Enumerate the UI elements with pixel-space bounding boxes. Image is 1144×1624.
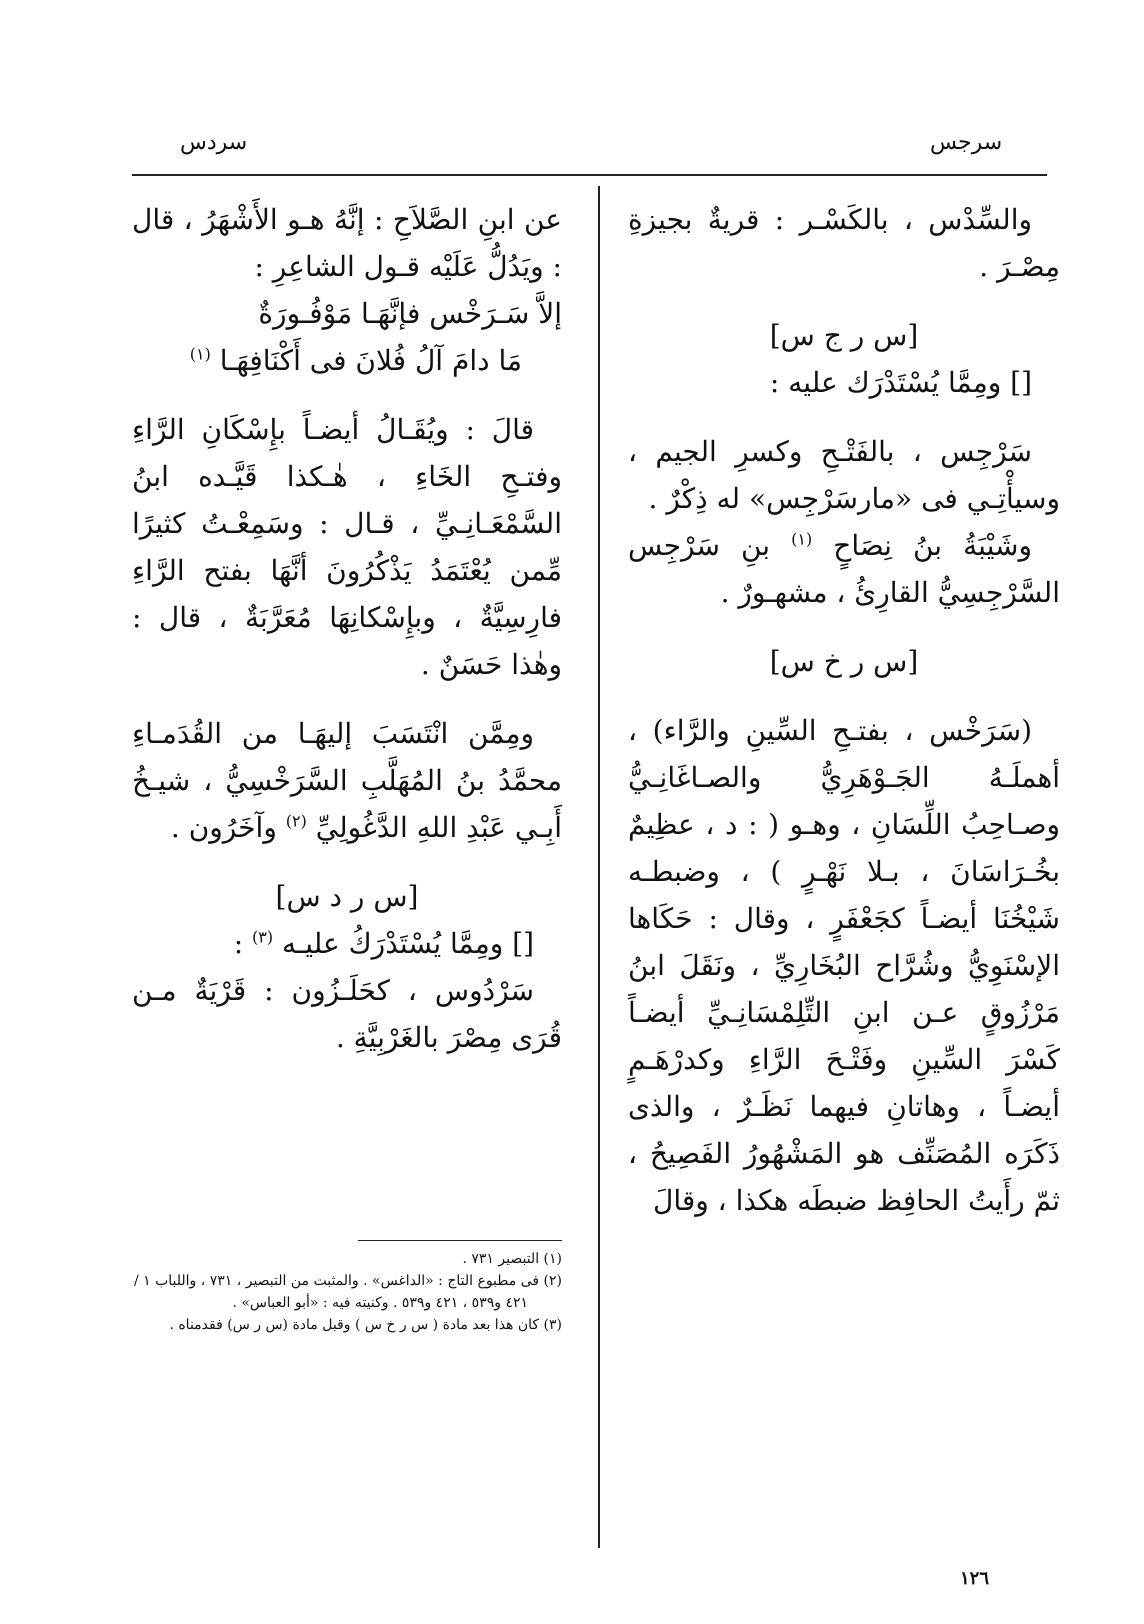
footnote-1: (١) التبصير ٧٣١ . [462, 1251, 562, 1267]
right-column [628, 196, 1060, 1224]
footnote-rule [358, 1240, 562, 1241]
mustadrak-2-text-b: : [233, 927, 244, 960]
footnote-ref-1b: (١) [189, 344, 211, 364]
paragraph-shayba [628, 522, 1060, 616]
footnote-3: (٣) كان هذا بعد مادة ( س ر خ س ) وقبل مادة (س ر س) فقدمناه . [169, 1317, 562, 1333]
verse-line-2-text: مَا دامَ آلُ فُلانَ فى أَكْنَافِهَـا [219, 344, 522, 377]
entry-heading-srds: [س ر د س] [275, 880, 419, 913]
left-column [132, 196, 562, 1061]
paragraph-mustadrak: [] ومِمَّا يُسْتَدْرَك عليه : [769, 366, 1032, 399]
paragraph-ibn-salah: عن ابنِ الصَّلاَحِ : إنَّهُ هـو الأَشْهَرُ ، قال : ويَدُلُّ عَلَيْه قـول الشاعِرِ : [132, 203, 562, 283]
verse-line-2 [132, 337, 562, 384]
paragraph-intasaba [132, 710, 562, 851]
footnote-ref-1: (١) [791, 529, 813, 549]
running-header-left: سردس [180, 130, 248, 155]
paragraph-sarjis: سَرْجِس ، بالفَتْـحِ وكسرِ الجيم ، وسيأْتِـي فى «مارسَرْجِس» له ذِكْرٌ . [628, 435, 1060, 515]
intasaba-text-b: وآخَرُون . [170, 811, 277, 844]
mustadrak-2-text-a: [] ومِمَّا يُسْتَدْرَكُ عليـه [282, 927, 534, 960]
paragraph-sarakhs: (سَرَخْس ، بفتـحِ السِّينِ والرَّاء) ، أهملَـهُ الجَـوْهَرِيُّ والصـاغَانِـيُّ وصـاحِبُ اللِّسَانِ ، وهـو ( : د ، عظِيمٌ بخُـرَاسَانَ ، بـلا نَهْـرٍ ) ، وضبطـه شَيْخُنَا أيضـاً كجَعْفَرٍ ، وقال : حَكَاها الإسْنَوِيُّ وشُرَّاح البُخَارِيِّ ، ونَقَلَ ابنُ مَرْزُوقٍ عـن ابنِ التِّلِمْسَانِـيِّ أيضـاً كَسْرَ السِّينِ وفَتْـحَ الرَّاءِ وكدرْهَـمٍ أيضـاً ، وهاتانِ فيهما نَظَـرٌ ، والذى ذَكَرَه المُصَنِّف هو المَشْهُورُ الفَصِيحُ ، ثمّ رأَيتُ الحافِظ ضبطَه هكذا ، وقالَ [628, 714, 1060, 1217]
paragraph-iskan: قالَ : ويُقَـالُ أيضـاً بإِسْكَانِ الرَّاءِ وفتـحِ الخَاءِ ، هٰـكذا قَيَّـده ابنُ السَّمْعَـانِـيِّ ، قـال : وسَمِعْـتُ كثيرًا مِّمن يُعْتَمَدُ يَذْكُرُونَ أنَّهَا بفتح الرَّاءِ فارِسِيَّةٌ ، وبإِسْكانِهَا مُعَرَّبَةٌ ، قال : وهٰذا حَسَنٌ . [132, 413, 562, 681]
page-number: ١٢٦ [960, 1568, 990, 1589]
running-header-right: سرجس [930, 130, 1003, 155]
entry-heading-srkhs: [س ر خ س] [769, 645, 919, 678]
verse-line-1: إلاَّ سَـرَخْس فإنَّهَـا مَوْفُـورَةٌ [258, 297, 562, 330]
shayba-text-b: بنِ سَرْجِس السَّرْجِسِيُّ القارِئُ ، مشهـورٌ . [628, 529, 1060, 609]
paragraph-sardus: سَرْدُوس ، كحَلَـزُون : قَرْيَةٌ مـن قُرَى مِصْرَ بالغَرْبِيَّةِ . [132, 974, 562, 1054]
entry-heading-srjs: [س ر ج س] [769, 319, 919, 352]
column-divider [598, 186, 600, 1548]
footnote-2: (٢) فى مطبوع التاج : «الداغس» . والمثبت من التبصير ، ٧٣١ ، واللباب ١ / ٤٢١ و٥٣٩ ، ٤٢١ و٥٣٩ . وكنيته فيه : «أبو العباس» . [133, 1273, 562, 1311]
footnotes [132, 1248, 562, 1336]
shayba-text-a: وشَيْبَةُ بنُ نِصَاحٍ [833, 529, 1032, 562]
paragraph-sidus: والسِّدْس ، بالكَسْـر : قريةٌ بجيزةِ مِصْـرَ . [628, 203, 1060, 283]
footnote-ref-3: (٣) [252, 927, 274, 947]
paragraph-mustadrak-2 [132, 920, 562, 967]
footnote-ref-2: (٢) [285, 811, 307, 831]
header-rule [132, 174, 1047, 176]
intasaba-text-a: ومِمَّن انْتَسَبَ إليهَـا من القُدَمـاءِ محمَّدُ بنُ المُهَلَّبِ السَّرَخْسِيُّ ، شيـخُ أَبِـي عَبْدِ اللهِ الدَّغُولِيِّ [132, 717, 562, 844]
